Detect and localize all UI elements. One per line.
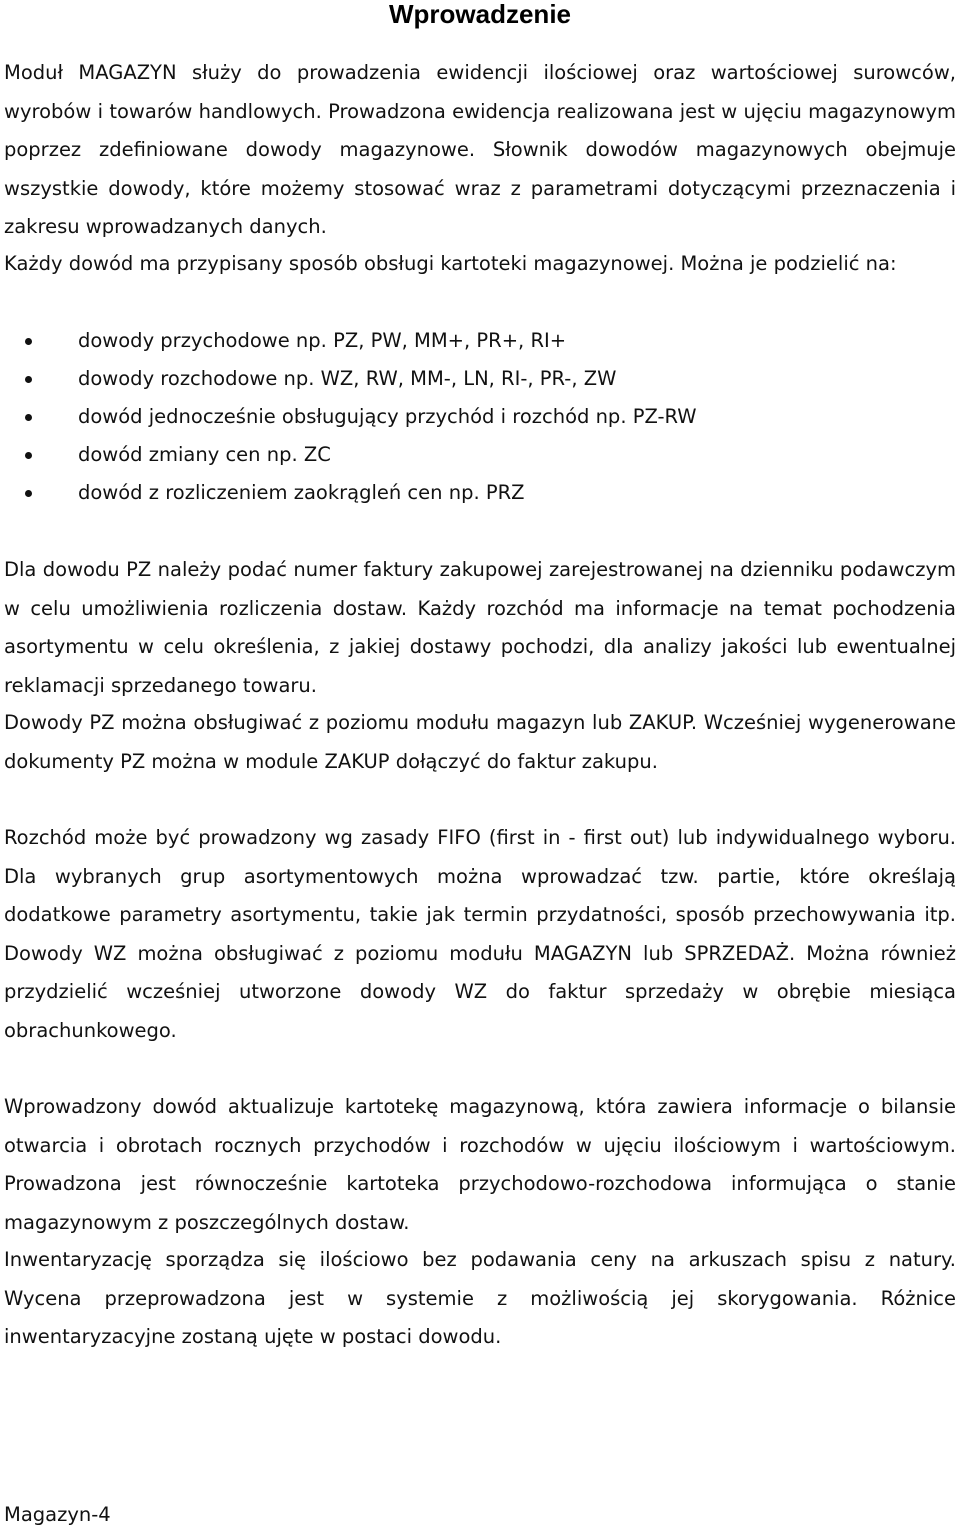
paragraph-pz-handling [4, 704, 956, 781]
paragraph-text: Inwentaryzację sporządza się ilościowo bez podawania ceny na arkuszach spisu z natury. Wycena przeprowadzona jest w systemie z możliwością jej skorygowania. Różnice inwentaryzacyjne zostaną ujęte w postaci dowodu. [4, 1248, 956, 1348]
bullet-icon [25, 490, 32, 497]
paragraph-intro [4, 54, 956, 247]
list-item-text: dowody rozchodowe np. WZ, RW, MM-, LN, RI-, PR-, ZW [78, 367, 617, 390]
list-item-text: dowód jednocześnie obsługujący przychód i rozchód np. PZ-RW [78, 405, 697, 428]
paragraph-text: Każdy dowód ma przypisany sposób obsługi kartoteki magazynowej. Można je podzielić na: [4, 252, 897, 275]
bullet-icon [25, 376, 32, 383]
paragraph-pz-invoice [4, 551, 956, 705]
paragraph-proof-types [4, 245, 956, 284]
page-footer: Magazyn-4 [4, 1503, 111, 1526]
paragraph-text: Dowody PZ można obsługiwać z poziomu modułu magazyn lub ZAKUP. Wcześniej wygenerowane dokumenty PZ można w module ZAKUP dołączyć do faktur zakupu. [4, 711, 956, 773]
list-item [4, 398, 956, 436]
bullet-icon [25, 452, 32, 459]
list-item-text: dowody przychodowe np. PZ, PW, MM+, PR+, RI+ [78, 329, 567, 352]
page-title: Wprowadzenie [388, 0, 571, 29]
paragraph-text: Dla dowodu PZ należy podać numer faktury zakupowej zarejestrowanej na dzienniku podawczym w celu umożliwienia rozliczenia dostaw. Każdy rozchód ma informacje na temat pochodzenia asortymentu w celu określenia, z jakiej dostawy pochodzi, dla analizy jakości lub ewentualnej reklamacji sprzedanego towaru. [4, 558, 956, 697]
paragraph-text: Rozchód może być prowadzony wg zasady FIFO (first in - first out) lub indywidualnego wyboru. Dla wybranych grup asortymentowych można wprowadzać tzw. partie, które określają dodatkowe parametry asortymentu, takie jak termin przydatności, sposób przechowywania itp. Dowody WZ można obsługiwać z poziomu modułu MAGAZYN lub SPRZEDAŻ. Można również przydzielić wcześniej utworzone dowody WZ do faktur sprzedaży w obrębie miesiąca obrachunkowego. [4, 826, 956, 1042]
paragraph-issue-fifo [4, 819, 956, 1050]
paragraph-text: Wprowadzony dowód aktualizuje kartotekę magazynową, która zawiera informacje o bilansie otwarcia i obrotach rocznych przychodów i rozchodów w ujęciu ilościowym i wartościowym. Prowadzona jest równocześnie kartoteka przychodowo-rozchodowa informująca o stanie magazynowym z poszczególnych dostaw. [4, 1095, 956, 1234]
paragraph-text: Moduł MAGAZYN służy do prowadzenia ewidencji ilościowej oraz wartościowej surowców, wyrobów i towarów handlowych. Prowadzona ewidencja realizowana jest w ujęciu magazynowym poprzez zdefiniowane dowody magazynowe. Słownik dowodów magazynowych obejmuje wszystkie dowody, które możemy stosować wraz z parametrami dotyczącymi przeznaczenia i zakresu wprowadzanych danych. [4, 61, 956, 238]
document-page [4, 0, 956, 1348]
list-item [4, 474, 956, 512]
paragraph-inventory [4, 1241, 956, 1357]
bullet-icon [25, 414, 32, 421]
list-item-text: dowód zmiany cen np. ZC [78, 443, 331, 466]
list-item [4, 360, 956, 398]
paragraph-stock-card [4, 1088, 956, 1242]
list-item-text: dowód z rozliczeniem zaokrągleń cen np. PRZ [78, 481, 525, 504]
list-item [4, 436, 956, 474]
proof-types-list [4, 322, 956, 512]
list-item [4, 322, 956, 360]
bullet-icon [25, 338, 32, 345]
